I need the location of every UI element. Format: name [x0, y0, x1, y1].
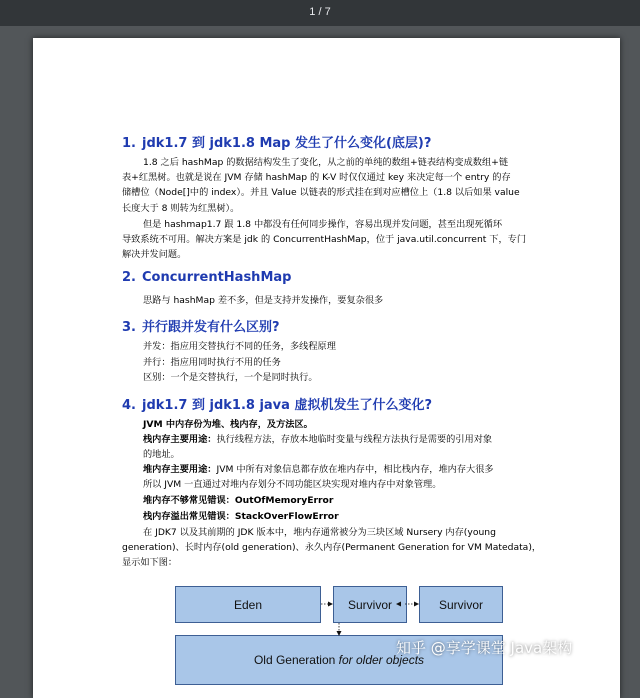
s4-heap-line [143, 462, 494, 478]
s4-heap-line-2: 所以 JVM 一直通过对堆内存划分不同功能区块实现对堆内存中对象管理。 [143, 479, 442, 490]
s4-stack-line [143, 432, 492, 448]
old-generation-label: Old Generation [253, 653, 339, 667]
section-heading-3 [122, 316, 280, 335]
s1-line-2: 表+红黑树。也就是说在 JVM 存储 hashMap 的 K-V 时仅仅通过 key 来决定每一个 entry 的存 [122, 172, 511, 183]
survivor-box-2 [419, 586, 503, 623]
old-generation-subtitle: for older objects [338, 653, 425, 667]
s1-line-7: 解决并发问题。 [122, 249, 187, 260]
section-heading-2 [122, 270, 291, 285]
stack-text: 执行线程方法，存放本地临时变量与线程方法执行是需要的引用对象 [216, 434, 493, 445]
s1-line-3: 储槽位（Node[]中的 index）。并且 Value 以链表的形式挂在到对应槽位上（1.8 以后如果 value [122, 187, 520, 198]
section-title: ConcurrentHashMap [142, 270, 292, 285]
s3-line-2: 并行：指应用同时执行不用的任务 [143, 357, 281, 368]
s4-para-line-2: generation)、长时内存(old generation)、永久内存(Permanent Generation for VM Matedata)， [122, 542, 542, 553]
page-indicator: 1 / 7 [309, 6, 331, 18]
section-title: jdk1.7 到 jdk1.8 java 虚拟机发生了什么变化? [142, 398, 432, 413]
section-heading-4 [122, 394, 432, 413]
s4-soe: 栈内存溢出常见错误：StackOverFlowError [143, 511, 339, 522]
eden-box [175, 586, 321, 623]
section-heading-1 [122, 132, 431, 151]
s4-para-line-1: 在 JDK7 以及其前期的 JDK 版本中，堆内存通常被分为三块区域 Nursery 内存(young [143, 527, 496, 538]
s4-stack-line-2: 的地址。 [143, 449, 180, 460]
s1-line-4: 长度大于 8 则转为红黑树）。 [122, 203, 240, 214]
survivor-label-2: Survivor [438, 597, 483, 612]
section-title: 并行跟并发有什么区别? [142, 320, 280, 335]
s1-line-6: 导致系统不可用。解决方案是 jdk 的 ConcurrentHashMap，位于 java.util.concurrent 下，专门 [122, 234, 527, 245]
s4-oom: 堆内存不够常见错误：OutOfMemoryError [143, 495, 334, 506]
viewer-toolbar [0, 0, 640, 26]
s3-line-1: 并发：指应用交替执行不同的任务，多线程原理 [143, 341, 336, 352]
s3-line-3: 区别：一个是交替执行，一个是同时执行。 [143, 372, 318, 383]
heap-text: JVM 中所有对象信息都存放在堆内存中，相比栈内存，堆内存大很多 [216, 464, 494, 475]
s4-para-line-3: 显示如下图： [122, 557, 178, 568]
section-title: jdk1.7 到 jdk1.8 Map 发生了什么变化(底层)? [142, 136, 432, 151]
section-number: 3. [122, 320, 136, 335]
eden-label: Eden [233, 597, 263, 612]
s4-intro: JVM 中内存份为堆、栈内存，及方法区。 [143, 419, 313, 430]
survivor-label-1: Survivor [347, 597, 392, 612]
s1-line-5: 但是 hashmap1.7 跟 1.8 中都没有任何同步操作，容易出现并发问题，甚至出现死循环 [143, 219, 503, 230]
survivor-box-1 [333, 586, 407, 623]
section-number: 1. [122, 136, 136, 151]
watermark: 知乎 @享学课堂 Java架构 [396, 639, 573, 657]
heap-label: 堆内存主要用途： [143, 464, 217, 475]
section-number: 4. [122, 398, 136, 413]
s1-line-1: 1.8 之后 hashMap 的数据结构发生了变化，从之前的单纯的数组+链表结构变成数组+链 [143, 157, 509, 168]
s2-text: 思路与 hashMap 差不多，但是支持并发操作，要复杂很多 [143, 295, 384, 306]
stack-label: 栈内存主要用途： [143, 434, 217, 445]
section-number: 2. [122, 270, 136, 285]
